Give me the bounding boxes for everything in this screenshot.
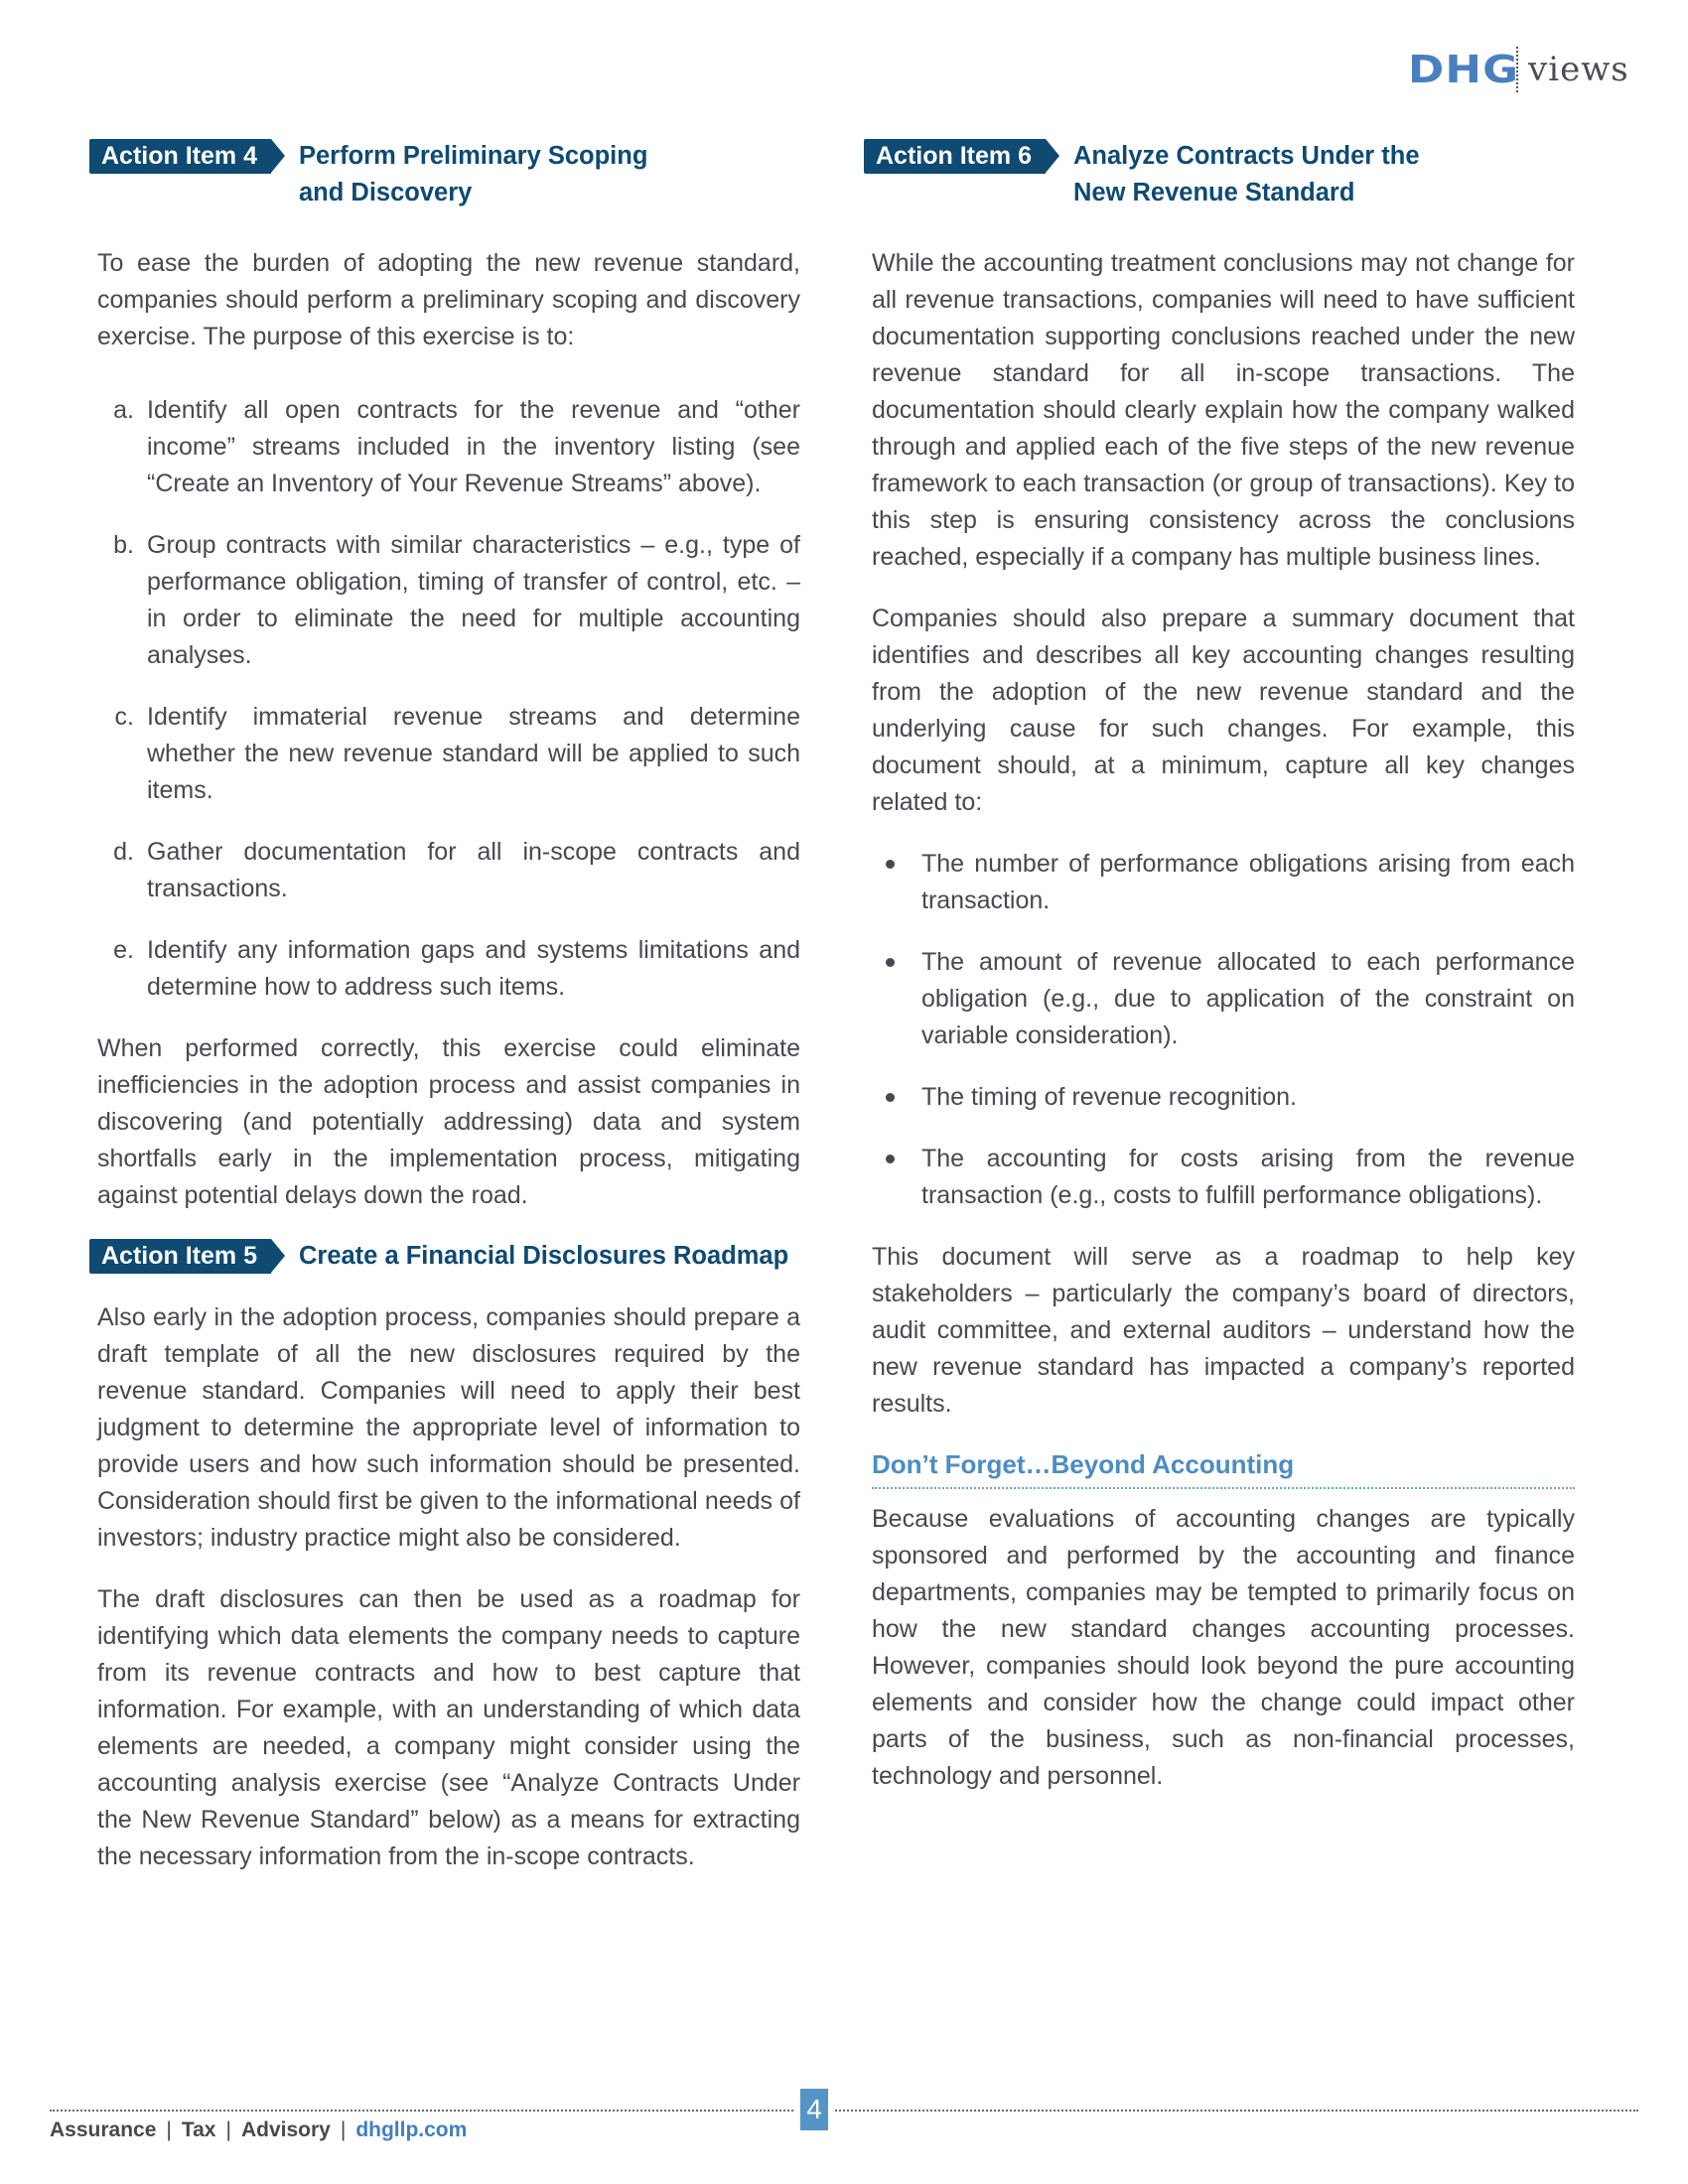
- list-item: The number of performance obligations arising from each transaction.: [872, 846, 1575, 919]
- action-item-4-title: Perform Preliminary Scoping and Discovery: [298, 142, 648, 206]
- footer-link-assurance: Assurance: [50, 2118, 157, 2141]
- footer-divider: [50, 2110, 1638, 2112]
- list-item: The timing of revenue recognition.: [872, 1079, 1575, 1116]
- logo-brand: DHG: [1408, 48, 1520, 91]
- key-changes-list: [872, 846, 1575, 1214]
- right-column: [872, 139, 1575, 1820]
- logo-suffix: views: [1528, 50, 1629, 89]
- bullet-icon: [872, 944, 921, 1054]
- website-link[interactable]: dhgllp.com: [355, 2118, 468, 2141]
- action-item-4-header: [97, 139, 800, 211]
- action-item-6-badge: Action Item 6: [864, 139, 1046, 174]
- bullet-icon: [872, 1141, 921, 1214]
- action-item-6-header: [872, 139, 1575, 211]
- action-item-6-paragraph: Companies should also prepare a summary document that identifies and describes all key accounting changes resulting from the adoption of the new revenue standard and the underlying cause for such changes. For example, this document should, at a minimum, capture all key changes related to:: [872, 605, 1575, 816]
- action-item-4-intro: To ease the burden of adopting the new revenue standard, companies should perform a preliminary scoping and discovery exercise. The purpose of this exercise is to:: [97, 249, 800, 350]
- page-number: 4: [800, 2089, 828, 2130]
- footer-link-advisory: Advisory: [240, 2118, 331, 2141]
- footer-link-tax: Tax: [181, 2118, 216, 2141]
- action-item-4-badge: Action Item 4: [89, 139, 271, 174]
- list-item: The amount of revenue allocated to each performance obligation (e.g., due to application of the constraint on variable consideration).: [872, 944, 1575, 1054]
- list-item: The accounting for costs arising from the revenue transaction (e.g., costs to fulfill performance obligations).: [872, 1141, 1575, 1214]
- list-item: b. Group contracts with similar characteristics – e.g., type of performance obligation, timing of transfer of control, etc. – in order to eliminate the need for multiple accounting analyses.: [113, 531, 800, 669]
- dhg-views-logo: [1408, 40, 1629, 99]
- action-item-6-title: Analyze Contracts Under the New Revenue Standard: [1072, 142, 1420, 206]
- action-item-5-title: Create a Financial Disclosures Roadmap: [298, 1242, 789, 1270]
- bullet-icon: [872, 1079, 921, 1116]
- action-item-6-closing: This document will serve as a roadmap to help key stakeholders – particularly the company’s board of directors, audit committee, and external auditors – understand how the new revenue standard has impacted a company’s reported results.: [872, 1243, 1575, 1418]
- list-item: c. Identify immaterial revenue streams and determine whether the new revenue standard will be applied to such items.: [114, 703, 800, 804]
- list-item: d. Gather documentation for all in-scope contracts and transactions.: [113, 838, 800, 902]
- left-column: [97, 139, 800, 1900]
- list-item: e. Identify any information gaps and systems limitations and determine how to address such items.: [113, 936, 800, 1001]
- action-item-5-badge: Action Item 5: [89, 1239, 271, 1274]
- dont-forget-text: Because evaluations of accounting changes are typically sponsored and performed by the accounting and finance departments, companies may be tempted to primarily focus on how the new standard changes accounting processes. However, companies should look beyond the pure accounting elements and consider how the change could impact other parts of the business, such as non-financial processes, technology and personnel.: [872, 1505, 1575, 1790]
- bullet-icon: [872, 846, 921, 919]
- action-item-6-paragraph: While the accounting treatment conclusions may not change for all revenue transactions, companies will need to have sufficient documentation supporting conclusions reached under the new revenue standard for all in-scope transactions. The documentation should clearly explain how the company walked through and applied each of the five steps of the new revenue framework to each transaction (or group of transactions). Key to this step is ensuring consistency across the conclusions reached, especially if a company has multiple business lines.: [872, 249, 1575, 571]
- action-item-5-header: [97, 1239, 800, 1275]
- scoping-steps-list: [97, 392, 800, 1006]
- dont-forget-heading: Don’t Forget…Beyond Accounting: [872, 1447, 1575, 1489]
- action-item-5-paragraph: Also early in the adoption process, companies should prepare a draft template of all the new disclosures required by the revenue standard. Companies will need to apply their best judgment to determine the appropriate level of information to provide users and how such information should be presented. Consideration should first be given to the informational needs of investors; industry practice might also be considered.: [97, 1303, 800, 1552]
- action-item-5-paragraph: The draft disclosures can then be used as a roadmap for identifying which data elements the company needs to capture from its revenue contracts and how to best capture that information. For example, with an understanding of which data elements are needed, a company might consider using the accounting analysis exercise (see “Analyze Contracts Under the New Revenue Standard” below) as a means for extracting the necessary information from the in-scope contracts.: [97, 1585, 800, 1870]
- footer-services: Assurance | Tax | Advisory | dhgllp.com: [50, 2118, 468, 2141]
- list-item: a. Identify all open contracts for the revenue and “other income” streams included in the inventory listing (see “Create an Inventory of Your Revenue Streams” above).: [113, 396, 800, 497]
- action-item-4-closing: When performed correctly, this exercise could eliminate inefficiencies in the adoption process and assist companies in discovering (and potentially addressing) data and system shortfalls early in the implementation process, mitigating against potential delays down the road.: [97, 1034, 800, 1209]
